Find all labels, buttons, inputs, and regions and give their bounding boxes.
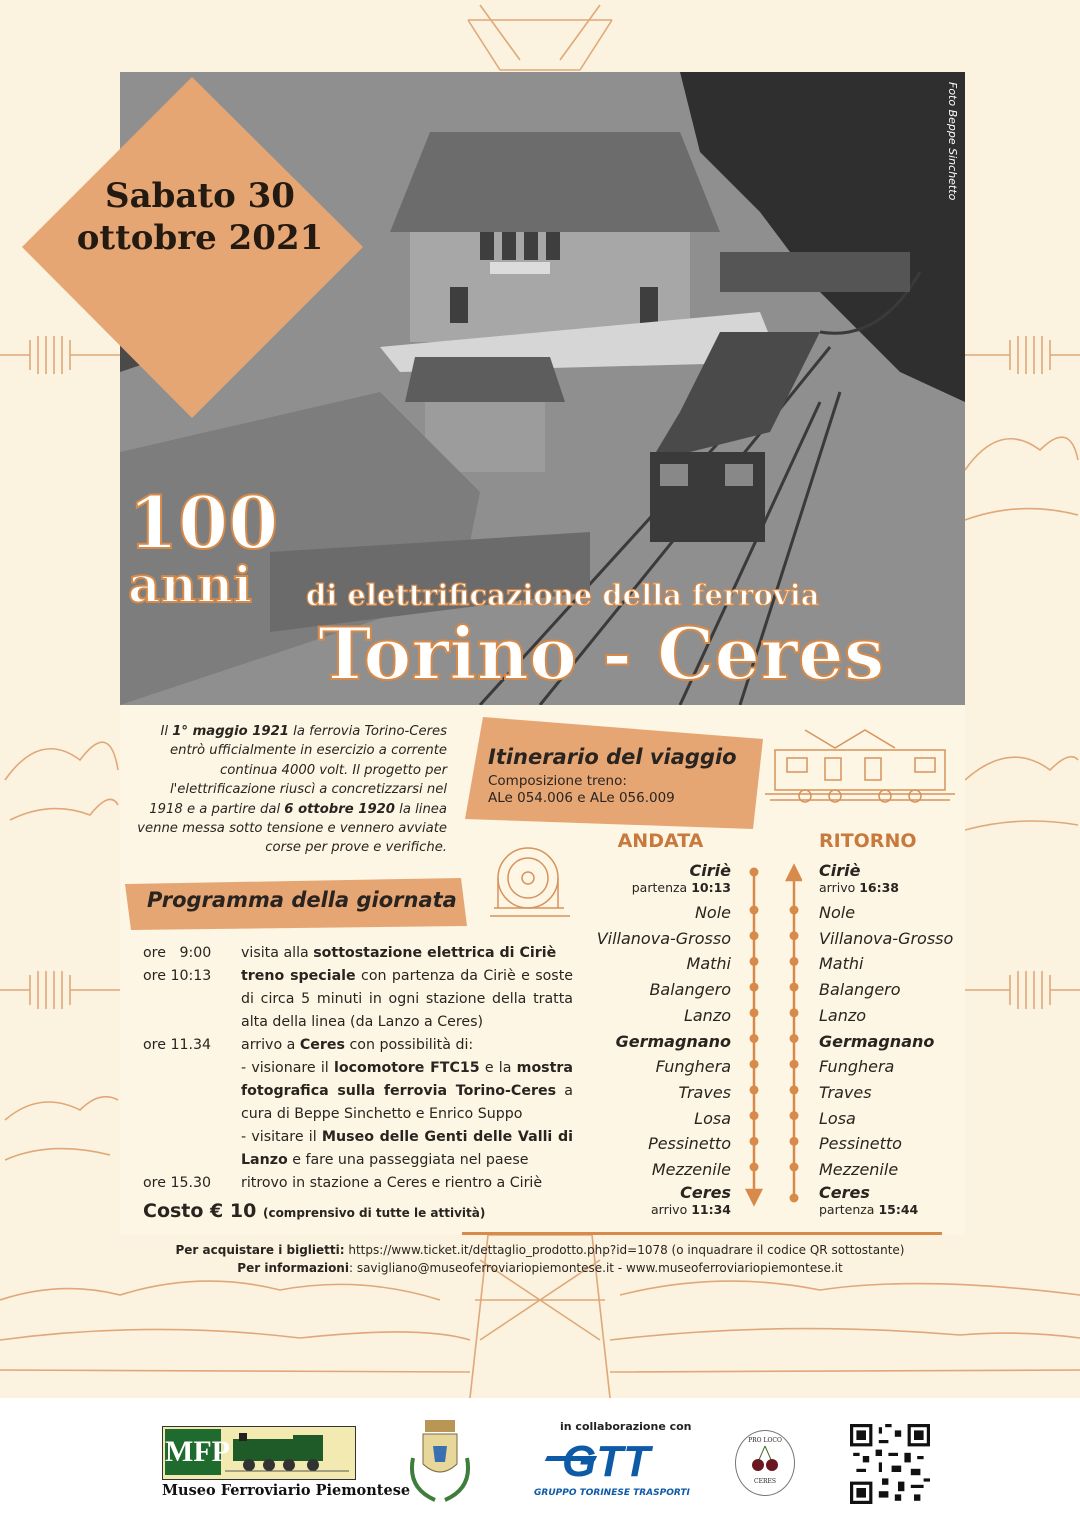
route-stop-dot	[790, 1008, 799, 1017]
return-stop: Villanova-Grosso	[819, 928, 954, 948]
route-stop-dot	[750, 1008, 759, 1017]
route-stop-dot	[750, 1034, 759, 1043]
return-first-stop: Ciriè	[819, 861, 861, 880]
return-stops	[819, 900, 979, 1183]
schedule-time: ore 15.30	[143, 1175, 212, 1191]
schedule-time: ore 11.34	[143, 1037, 212, 1053]
route-stop-dot	[790, 1163, 799, 1172]
schedule-description: arrivo a Ceres con possibilità di:	[241, 1037, 474, 1053]
route-stop-dot	[750, 868, 759, 877]
route-stop-dot	[750, 983, 759, 992]
return-stop: Mezzenile	[819, 1160, 899, 1180]
route-stop-dot	[790, 1060, 799, 1069]
route-stop-dot	[750, 931, 759, 940]
outbound-stop: Nole	[694, 903, 731, 922]
outbound-stop: Funghera	[655, 1057, 731, 1077]
schedule-time	[143, 1057, 241, 1126]
collaboration-label: in collaborazione con	[560, 1420, 692, 1433]
schedule-description: visita alla sottostazione elettrica di Ciriè	[241, 945, 557, 961]
route-stop-dot	[790, 906, 799, 915]
program-title: Programma della giornata	[147, 888, 457, 912]
itinerary-composition: Composizione treno: ALe 054.006 e ALe 056.009	[488, 773, 675, 806]
schedule-description: - visitare il Museo delle Genti delle Valli di Lanzo e fare una passeggiata nel paese	[241, 1129, 573, 1168]
outbound-departure: partenza 10:13	[631, 880, 731, 895]
outbound-stop: Losa	[694, 1108, 731, 1128]
outbound-last-stop: Ceres	[680, 1182, 731, 1202]
tickets-line: Per acquistare i biglietti: https://www.ticket.it/dettaglio_prodotto.php?id=1078 (o inquadrare il codice QR sottostante)	[175, 1243, 905, 1257]
sponsors-footer	[0, 1398, 1080, 1527]
pro-loco-bottom: CERES	[754, 1478, 776, 1485]
return-departure: partenza 15:44	[819, 1201, 919, 1217]
municipal-coat-of-arms-icon[interactable]	[405, 1418, 475, 1510]
headline-subtitle: di elettrificazione della ferrovia	[306, 578, 820, 612]
schedule-description: - visionare il locomotore FTC15 e la mostra fotografica sulla ferrovia Torino-Ceres a cura di Beppe Sinchetto e Enrico Suppo	[241, 1060, 573, 1122]
return-title: RITORNO	[819, 830, 917, 852]
outbound-arrival: arrivo 11:34	[650, 1201, 731, 1217]
outbound-stop: Lanzo	[683, 1005, 731, 1025]
schedule-row	[143, 1034, 573, 1057]
return-column	[819, 830, 979, 1216]
route-line-markers	[742, 862, 802, 1207]
outbound-stop: Balangero	[649, 980, 731, 1000]
itinerary-title: Itinerario del viaggio	[488, 745, 737, 769]
return-stop: Lanzo	[819, 1005, 867, 1025]
schedule-row	[143, 1172, 573, 1195]
outbound-stop: Pessinetto	[648, 1134, 731, 1154]
route-stop-dot	[790, 1085, 799, 1094]
schedule-description: ritrovo in stazione a Ceres e rientro a Ciriè	[241, 1175, 543, 1191]
route-stop-dot	[790, 983, 799, 992]
gtt-name: GRUPPO TORINESE TRASPORTI	[534, 1488, 690, 1498]
cherries-icon	[750, 1444, 780, 1474]
schedule-row	[143, 1126, 573, 1172]
schedule-description: treno speciale con partenza da Ciriè e soste di circa 5 minuti in ogni stazione della tratta alta della linea (da Lanzo a Ceres)	[241, 968, 573, 1030]
outbound-stop: Mezzenile	[651, 1160, 731, 1180]
route-stop-dot	[790, 1194, 799, 1203]
headline-anni: anni	[128, 555, 253, 614]
return-stop: Nole	[819, 903, 856, 922]
return-stop: Mathi	[819, 954, 864, 974]
schedule-time: ore 9:00	[143, 945, 212, 961]
pro-loco-logo[interactable]	[735, 1430, 795, 1496]
info-section	[0, 1241, 1080, 1277]
route-stop-dot	[790, 1111, 799, 1120]
return-stop: Pessinetto	[819, 1134, 902, 1154]
contact-line: Per informazioni: savigliano@museoferroviariopiemontese.it - www.museoferroviariopiemontese.it	[237, 1261, 843, 1275]
route-stop-dot	[750, 957, 759, 966]
mfp-letters: MFP	[165, 1429, 221, 1475]
route-stop-dot	[750, 1137, 759, 1146]
schedule-time: ore 10:13	[143, 968, 212, 984]
schedule-row	[143, 965, 573, 1034]
return-stop: Germagnano	[819, 1031, 935, 1051]
photo-credit: Foto Beppe Sinchetto	[946, 82, 959, 201]
return-stop: Balangero	[819, 980, 901, 1000]
route-stop-dot	[750, 1111, 759, 1120]
outbound-stops	[560, 900, 731, 1183]
return-stop: Traves	[819, 1082, 872, 1102]
headline-100: 100	[128, 480, 279, 565]
event-date	[55, 175, 345, 259]
divider-line	[462, 1232, 942, 1235]
outbound-title: ANDATA	[617, 830, 704, 852]
intro-date-1920: 6 ottobre 1920	[284, 801, 395, 817]
route-stop-dot	[790, 957, 799, 966]
intro-date-1921: 1° maggio 1921	[172, 724, 289, 739]
route-stop-dot	[750, 1085, 759, 1094]
gtt-logo-text: GTT	[562, 1437, 650, 1486]
cost-note: (comprensivo di tutte le attività)	[262, 1206, 486, 1220]
return-last-stop: Ceres	[819, 1182, 870, 1202]
qr-code-icon[interactable]	[850, 1424, 930, 1504]
outbound-stop: Villanova-Grosso	[596, 928, 731, 948]
mfp-name: Museo Ferroviario Piemontese	[162, 1482, 411, 1499]
return-stop: Losa	[819, 1108, 856, 1128]
outbound-column	[560, 830, 731, 1216]
schedule-time	[143, 1126, 241, 1172]
cost-label: Costo € 10 (comprensivo di tutte le attività)	[143, 1200, 486, 1222]
route-stop-dot	[790, 1034, 799, 1043]
intro-paragraph: Il 1° maggio 1921 la ferrovia Torino-Ceres entrò ufficialmente in esercizio a corrente continua 4000 volt. Il progetto per l'elettrificazione riuscì a concretizzarsi nel 1918 e a partire dal 6 ottobre 1920 la linea venne messa sotto tensione e vennero avviate corse per prove e verifiche.	[137, 724, 447, 856]
headline-route: Torino - Ceres	[318, 611, 885, 696]
mfp-logo[interactable]	[162, 1426, 356, 1480]
pro-loco-top: PRO LOCO	[748, 1437, 782, 1444]
event-date-line1: Sabato 30	[105, 176, 295, 216]
outbound-stop: Mathi	[686, 954, 731, 974]
program-schedule	[143, 942, 573, 1195]
steam-locomotive-icon	[225, 1433, 349, 1473]
locomotive-sketch-icon	[765, 728, 955, 808]
return-stop: Funghera	[819, 1057, 895, 1077]
schedule-row	[143, 1057, 573, 1126]
route-stop-dot	[750, 1060, 759, 1069]
outbound-stop: Germagnano	[615, 1031, 731, 1051]
event-date-line2: ottobre 2021	[76, 218, 324, 258]
route-stop-dot	[750, 1163, 759, 1172]
route-stop-dot	[790, 1137, 799, 1146]
return-arrival: arrivo 16:38	[819, 880, 900, 895]
schedule-row	[143, 942, 573, 965]
gtt-logo[interactable]	[540, 1438, 680, 1486]
outbound-stop: Traves	[678, 1082, 731, 1102]
outbound-first-stop: Ciriè	[689, 861, 731, 880]
route-stop-dot	[750, 906, 759, 915]
route-stop-dot	[790, 931, 799, 940]
